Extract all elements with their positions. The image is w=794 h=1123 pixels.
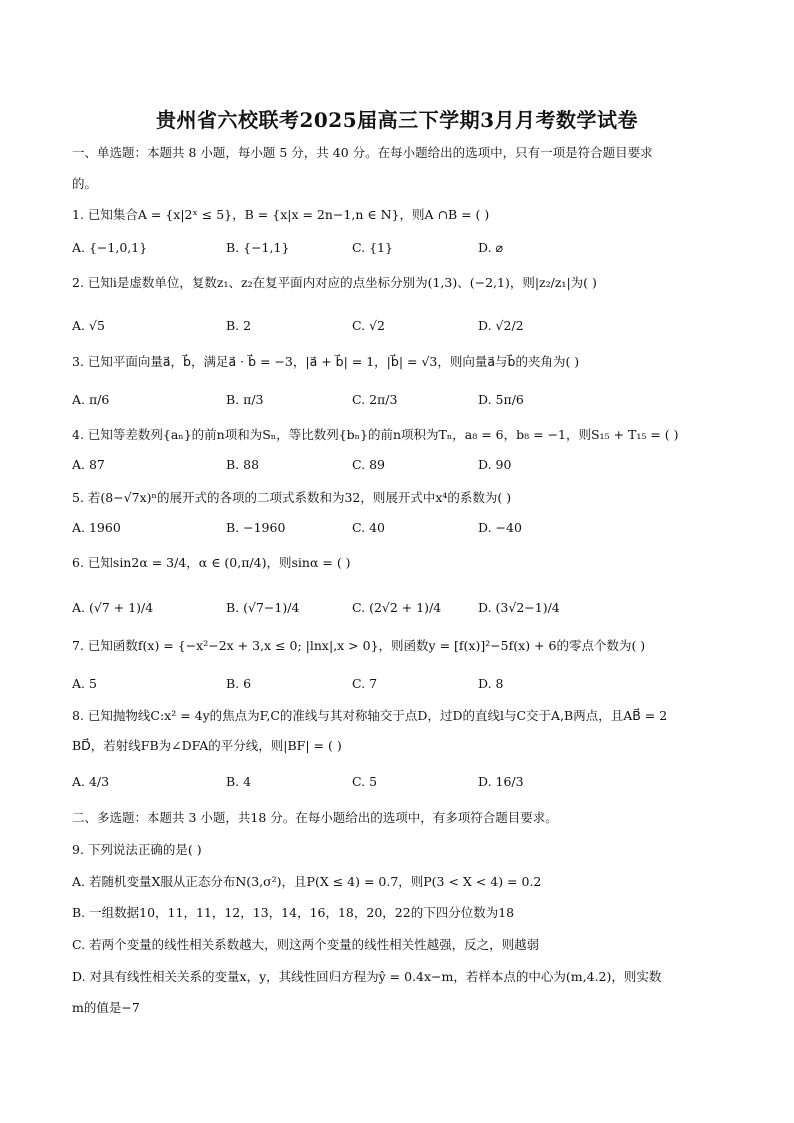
question-9-option-a: A. 若随机变量X服从正态分布N(3,σ²)，且P(X ≤ 4) = 0.7，则P(3 < X < 4) = 0.2 xyxy=(72,874,542,889)
question-8-stem-cont: BD⃗，若射线FB为∠DFA的平分线，则|BF| = ( ) xyxy=(72,738,342,753)
option-a: A. {−1,0,1} xyxy=(72,240,148,255)
option-b: B. 6 xyxy=(226,676,252,691)
question-6-options xyxy=(72,598,732,620)
option-d: D. 8 xyxy=(478,676,504,691)
question-9-option-d: D. 对具有线性相关关系的变量x，y，其线性回归方程为ŷ = 0.4x−m，若样本点的中心为(m,4.2)，则实数 xyxy=(72,969,662,984)
section-multi-heading: 二、多选题：本题共 3 小题，共18 分。在每小题给出的选项中，有多项符合题目要求。 xyxy=(72,810,558,825)
option-d: D. (3√2−1)/4 xyxy=(478,600,560,615)
question-8-stem: 8. 已知抛物线C:x² = 4y的焦点为F,C的准线与其对称轴交于点D，过D的直线l与C交于A,B两点，且AB⃗ = 2 xyxy=(72,708,668,723)
question-4-stem: 4. 已知等差数列{aₙ}的前n项和为Sₙ，等比数列{bₙ}的前n项积为Tₙ，a₈ = 6，b₈ = −1，则S₁₅ + T₁₅ = ( ) xyxy=(72,427,679,442)
section-single-heading-cont: 的。 xyxy=(72,176,98,191)
option-a: A. (√7 + 1)/4 xyxy=(72,600,154,615)
question-5-options xyxy=(72,518,732,540)
question-6-stem: 6. 已知sin2α = 3/4，α ∈ (0,π/4)，则sinα = ( ) xyxy=(72,555,351,570)
option-a: A. 5 xyxy=(72,676,97,691)
option-c: C. {1} xyxy=(352,240,393,255)
option-c: C. 40 xyxy=(352,520,385,535)
option-b: B. 2 xyxy=(226,318,252,333)
option-b: B. {−1,1} xyxy=(226,240,290,255)
question-9-option-d-cont: m的值是−7 xyxy=(72,1000,140,1015)
option-c: C. 2π/3 xyxy=(352,392,398,407)
question-4-options xyxy=(72,455,732,477)
option-d: D. 90 xyxy=(478,457,512,472)
option-b: B. 4 xyxy=(226,774,252,789)
option-b: B. (√7−1)/4 xyxy=(226,600,300,615)
option-d: D. 5π/6 xyxy=(478,392,524,407)
section-single-heading: 一、单选题：本题共 8 小题，每小题 5 分，共 40 分。在每小题给出的选项中，只有一项是符合题目要求 xyxy=(72,145,653,160)
option-c: C. 7 xyxy=(352,676,378,691)
question-1-options xyxy=(72,238,732,260)
question-7-stem: 7. 已知函数f(x) = {−x²−2x + 3,x ≤ 0; |lnx|,x > 0}，则函数y = [f(x)]²−5f(x) + 6的零点个数为( ) xyxy=(72,638,646,653)
question-9-option-b: B. 一组数据10，11，11，12，13，14，16，18，20，22的下四分位数为18 xyxy=(72,905,515,920)
question-3-stem: 3. 已知平面向量a⃗，b⃗，满足a⃗ · b⃗ = −3，|a⃗ + b⃗| = 1，|b⃗| = √3，则向量a⃗与b⃗的夹角为( ) xyxy=(72,354,580,369)
option-b: B. −1960 xyxy=(226,520,286,535)
option-a: A. √5 xyxy=(72,318,105,333)
option-b: B. π/3 xyxy=(226,392,264,407)
option-c: C. (2√2 + 1)/4 xyxy=(352,600,442,615)
option-d: D. √2/2 xyxy=(478,318,524,333)
option-a: A. 87 xyxy=(72,457,105,472)
option-d: D. 16/3 xyxy=(478,774,524,789)
question-3-options xyxy=(72,390,732,412)
option-c: C. 89 xyxy=(352,457,385,472)
option-c: C. √2 xyxy=(352,318,385,333)
option-a: A. π/6 xyxy=(72,392,110,407)
option-d: D. −40 xyxy=(478,520,522,535)
question-5-stem: 5. 若(8−√7x)ⁿ的展开式的各项的二项式系数和为32，则展开式中x⁴的系数为( ) xyxy=(72,490,512,505)
exam-title: 贵州省六校联考2025届高三下学期3月月考数学试卷 xyxy=(155,108,639,132)
option-d: D. ⌀ xyxy=(478,240,504,255)
option-a: A. 1960 xyxy=(72,520,121,535)
question-1-stem: 1. 已知集合A = {x|2ˣ ≤ 5}，B = {x|x = 2n−1,n ∈ N}，则A ∩B = ( ) xyxy=(72,207,490,222)
question-2-stem: 2. 已知i是虚数单位，复数z₁、z₂在复平面内对应的点坐标分别为(1,3)、(−2,1)，则|z₂/z₁|为( ) xyxy=(72,275,597,290)
question-9-option-c: C. 若两个变量的线性相关系数越大，则这两个变量的线性相关性越强，反之，则越弱 xyxy=(72,937,540,952)
question-2-options xyxy=(72,316,732,338)
question-9-stem: 9. 下列说法正确的是( ) xyxy=(72,842,202,857)
option-c: C. 5 xyxy=(352,774,378,789)
option-b: B. 88 xyxy=(226,457,260,472)
question-8-options xyxy=(72,772,732,794)
question-7-options xyxy=(72,674,732,696)
option-a: A. 4/3 xyxy=(72,774,110,789)
